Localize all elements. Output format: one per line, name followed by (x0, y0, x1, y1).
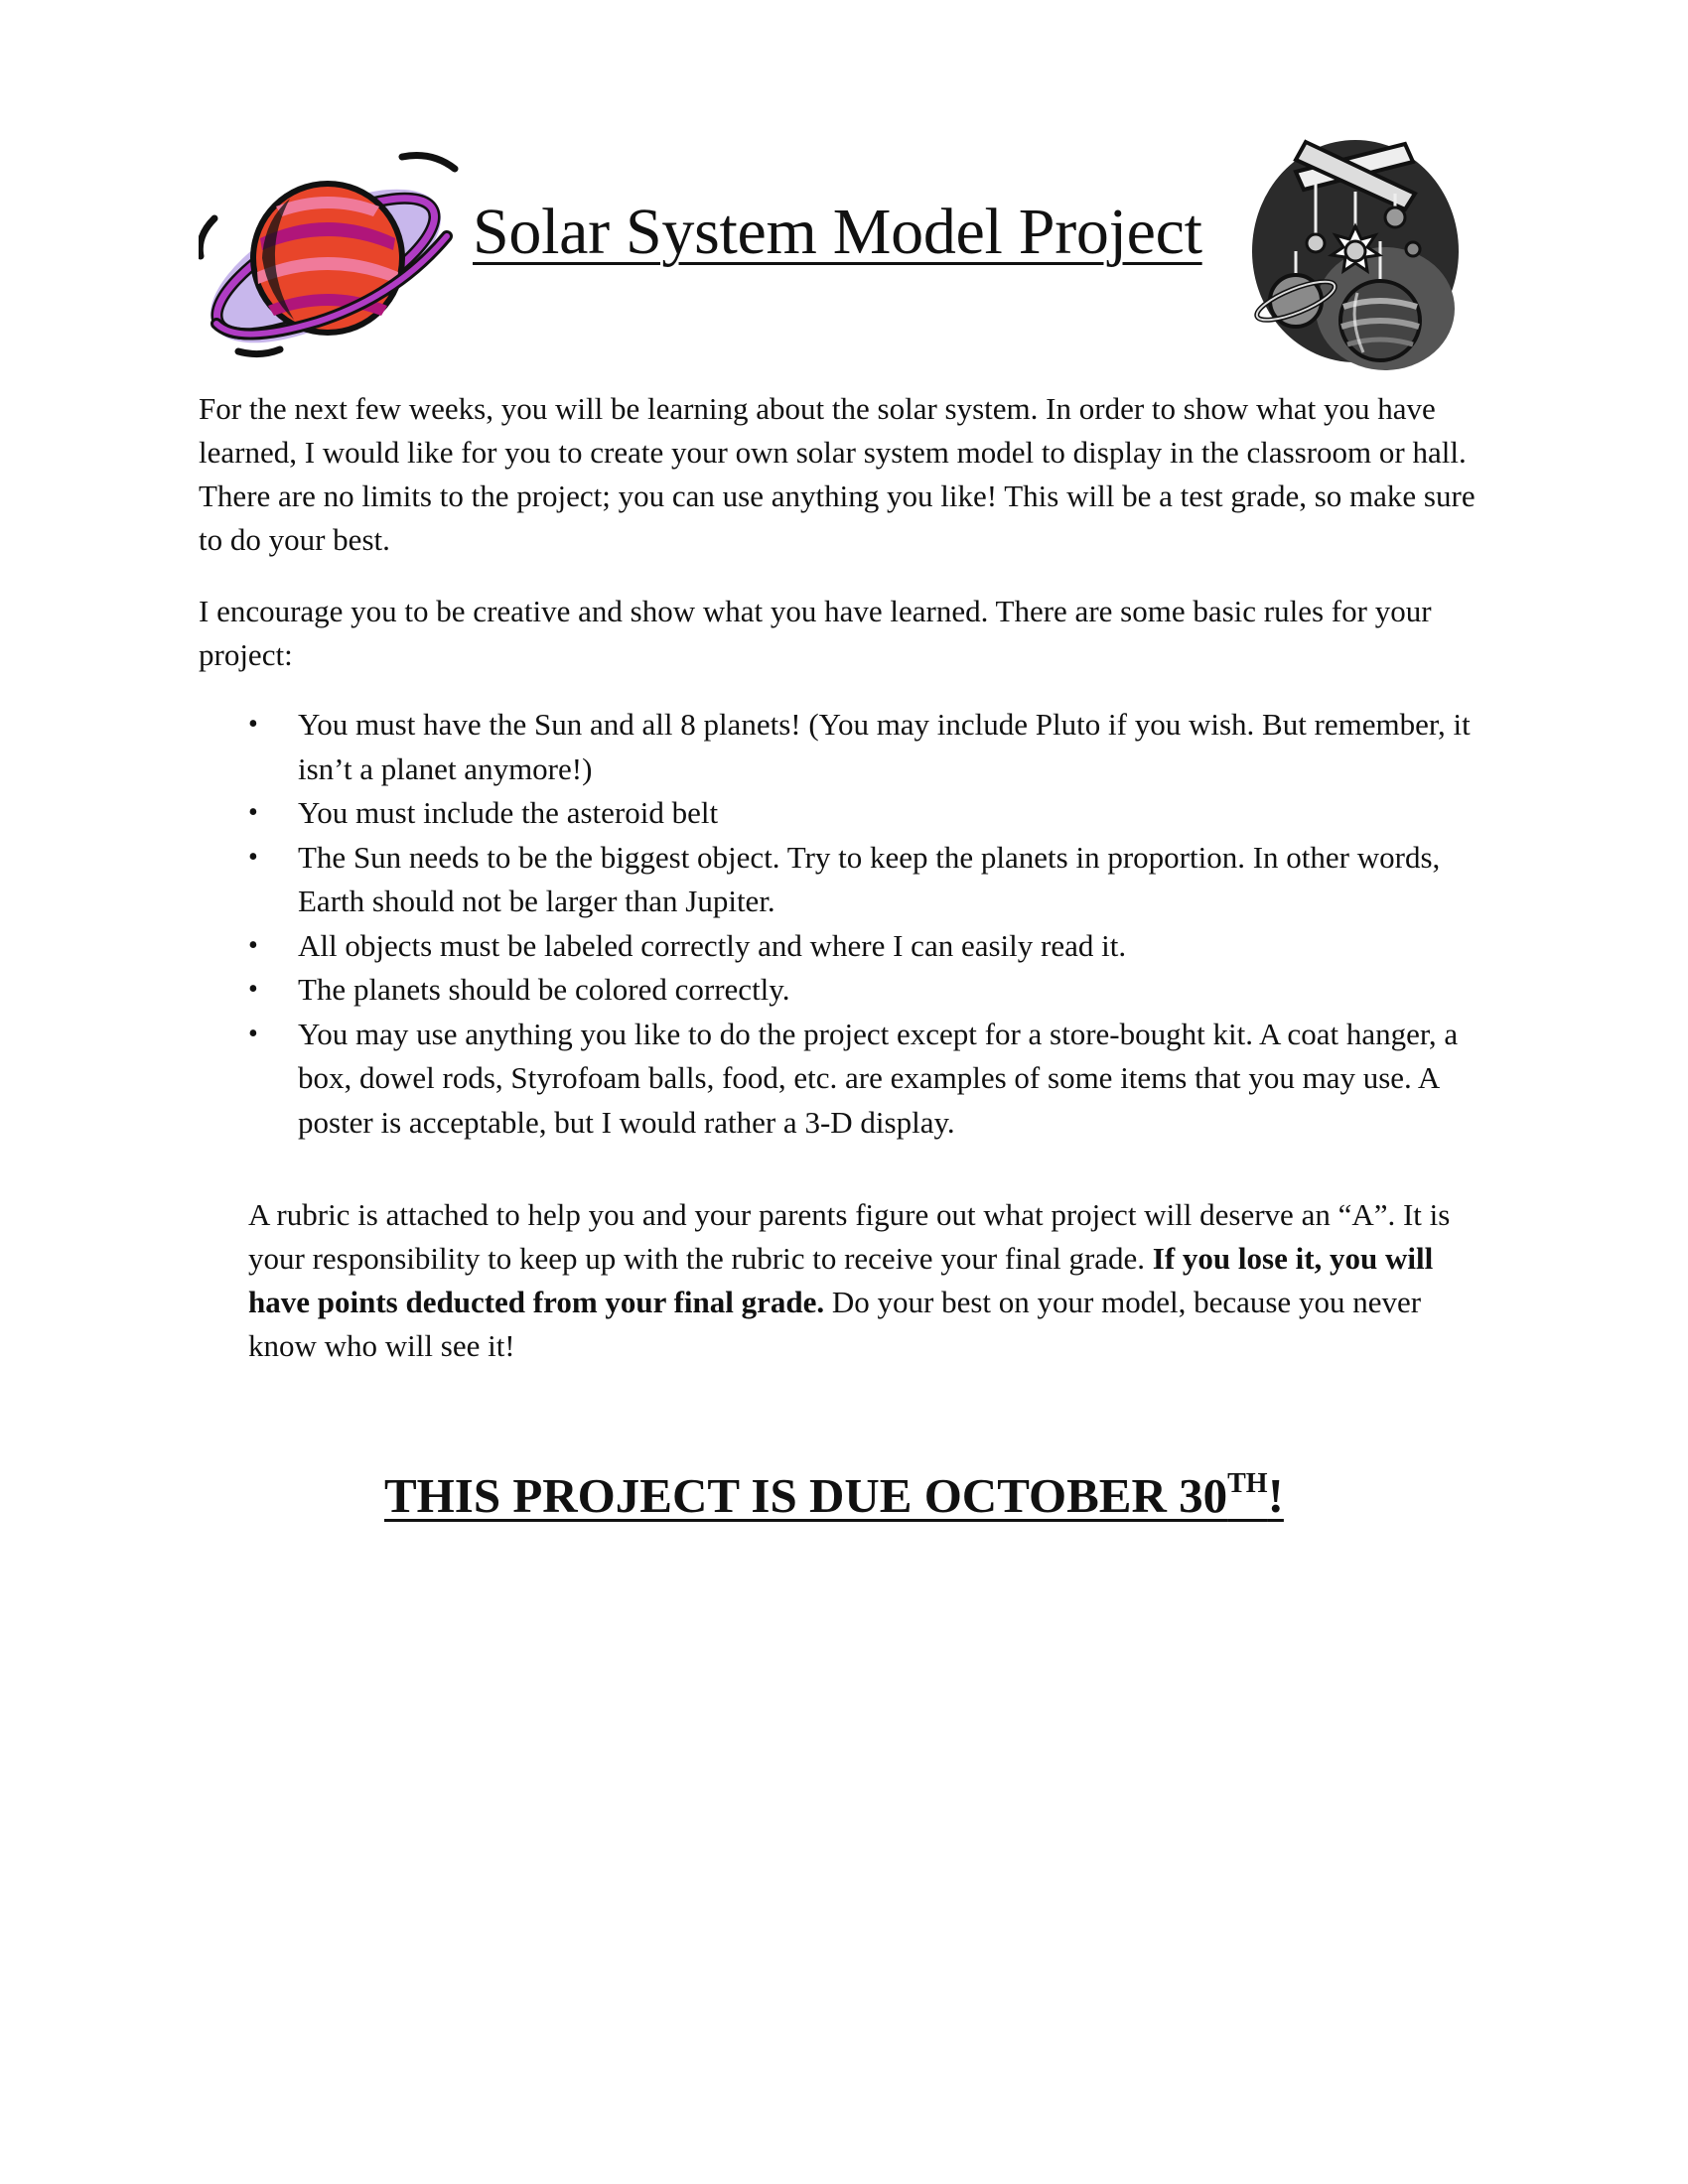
list-item (199, 791, 1489, 836)
list-item (199, 924, 1489, 969)
rule-text: You may use anything you like to do the project except for a store-bought kit. A coat hanger, a box, dowel rods, Styrofoam balls, food, etc. are examples of some items that you may use. A poster is acceptable, but I would rather a 3-D display. (298, 1016, 1459, 1140)
due-date-banner (384, 1467, 1284, 1524)
bullet-icon: • (248, 709, 258, 740)
bullet-icon: • (248, 1018, 258, 1049)
intro-paragraph: For the next few weeks, you will be learning about the solar system. In order to show what you have learned, I would like for you to create your own solar system model to display in the classroom or hall. There are no limits to the project; you can use anything you like! This will be a test grade, so make sure to do your best. (199, 391, 1476, 557)
rules-list (199, 703, 1489, 1145)
rules-intro-paragraph: I encourage you to be creative and show what you have learned. There are some basic rules for your project: (199, 594, 1432, 672)
rule-text: The Sun needs to be the biggest object. Try to keep the planets in proportion. In other words, Earth should not be larger than Jupiter. (298, 839, 1441, 918)
bullet-icon: • (248, 841, 258, 873)
bullet-icon: • (248, 929, 258, 961)
page-title: Solar System Model Project (473, 196, 1202, 268)
list-item (199, 836, 1489, 924)
rubric-paragraph (248, 1193, 1489, 1368)
bullet-icon: • (248, 974, 258, 1005)
list-item (199, 1013, 1489, 1146)
list-item (199, 703, 1489, 791)
due-date-superscript: TH (1227, 1468, 1268, 1499)
rubric-warning: If you lose it, you will have points deducted from your final grade. (248, 1241, 1434, 1319)
rule-text: All objects must be labeled correctly and where I can easily read it. (298, 927, 1127, 963)
saturn-icon (199, 147, 467, 360)
due-date-text: THIS PROJECT IS DUE OCTOBER 30 (384, 1468, 1228, 1523)
due-date-suffix: ! (1267, 1468, 1284, 1523)
solar-system-mobile-icon (1246, 132, 1470, 375)
rule-text: The planets should be colored correctly. (298, 972, 790, 1007)
bullet-icon: • (248, 797, 258, 828)
rule-text: You must have the Sun and all 8 planets! (You may include Pluto if you wish. But remember, it isn’t a planet anymore!) (298, 707, 1471, 786)
rubric-text: A rubric is attached to help you and your parents figure out what project will deserve an “A”. It is your responsibility to keep up with the rubric to receive your final grade. (248, 1197, 1451, 1276)
list-item (199, 968, 1489, 1013)
rule-text: You must include the asteroid belt (298, 795, 719, 830)
rubric-closing-text: Do your best on your model, because you never know who will see it! (248, 1285, 1422, 1363)
